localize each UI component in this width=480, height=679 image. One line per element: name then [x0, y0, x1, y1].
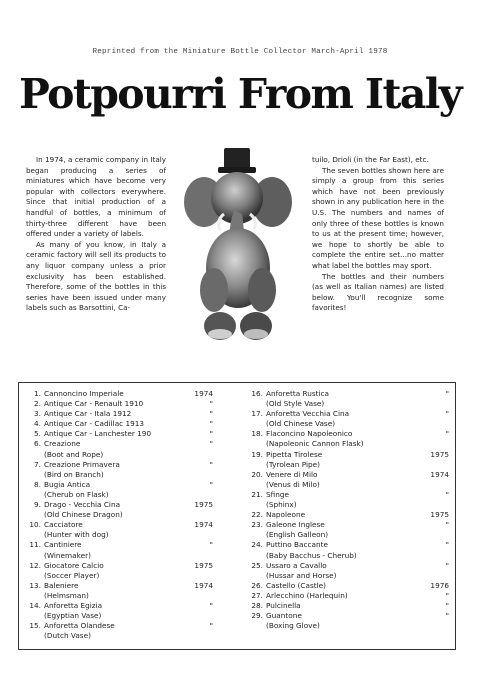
item-year: "	[445, 520, 449, 530]
item-number: 2.	[34, 399, 41, 409]
item-year: "	[209, 459, 213, 469]
item-name: Anforetta Vecchia Cina	[266, 409, 350, 419]
item-number: 8.	[34, 479, 41, 489]
bottle-list-item	[27, 409, 229, 419]
item-name: Cacciatore	[44, 520, 83, 530]
bottle-list-item	[249, 591, 449, 601]
item-translation: (Cherub on Flask)	[44, 489, 109, 499]
item-translation: (Hunter with dog)	[44, 530, 109, 540]
item-year: "	[445, 560, 449, 570]
item-number: 7.	[34, 459, 41, 469]
item-number: 26.	[251, 580, 263, 590]
item-year: "	[209, 621, 213, 631]
item-translation: (Egyptian Vase)	[44, 611, 102, 621]
bottle-list-item	[27, 581, 229, 601]
item-number: 25.	[251, 560, 263, 570]
reprint-note: Reprinted from the Miniature Bottle Collector March-April 1978	[92, 48, 388, 56]
bottle-list-item	[249, 561, 449, 581]
item-number: 9.	[34, 500, 41, 510]
item-number: 12.	[29, 560, 41, 570]
item-name: Bugia Antica	[44, 479, 91, 489]
bottle-list-item	[27, 429, 229, 439]
item-year: "	[209, 479, 213, 489]
item-number: 23.	[251, 520, 263, 530]
item-name: Antique Car - Renault 1910	[44, 399, 144, 409]
item-number: 28.	[251, 600, 263, 610]
item-name: Anforetta Egizia	[44, 600, 103, 610]
item-number: 27.	[251, 590, 263, 600]
article-paragraph: The bottles and their numbers (as well as Italian names) are listed below. You'll recognize some favorites!	[312, 271, 444, 313]
bottle-list-item	[249, 540, 449, 560]
item-year: "	[209, 409, 213, 419]
item-number: 6.	[34, 439, 41, 449]
bottle-list-item	[249, 409, 449, 429]
bottle-list-item	[27, 561, 229, 581]
item-name: Flaconcino Napoleonico	[266, 429, 353, 439]
item-year: "	[445, 389, 449, 398]
bottle-list-item	[249, 510, 449, 520]
bottle-list-box	[18, 382, 456, 650]
bottle-list-item	[27, 540, 229, 560]
item-translation: (Tyrolean Pipe)	[266, 459, 320, 469]
bottle-list-item	[249, 581, 449, 591]
item-name: Antique Car - Itala 1912	[44, 409, 132, 419]
item-number: 18.	[251, 429, 263, 439]
item-year: 1975	[194, 560, 213, 570]
item-number: 22.	[251, 510, 263, 520]
item-name: Galeone Inglese	[266, 520, 325, 530]
bottle-list-item	[27, 399, 229, 409]
item-translation: (Old Chinese Dragon)	[44, 510, 123, 520]
article-paragraph: In 1974, a ceramic company in Italy began producing a series of miniatures which have become very popular with collectors everywhere. Since that initial production of a handful of bottles, a minimum of thirty-three different have been offered under a variety of labels.	[26, 155, 166, 239]
bottle-list-left	[27, 389, 229, 641]
item-year: "	[209, 439, 213, 449]
item-name: Creazione Primavera	[44, 459, 120, 469]
item-name: Antique Car - Lanchester 190	[44, 429, 152, 439]
item-name: Ussaro a Cavallo	[266, 560, 327, 570]
item-translation: (Old Chinese Vase)	[266, 419, 336, 429]
item-number: 19.	[251, 449, 263, 459]
item-year: "	[445, 409, 449, 419]
item-year: "	[445, 540, 449, 550]
item-number: 16.	[251, 389, 263, 398]
item-name: Arlecchino (Harlequin)	[266, 590, 348, 600]
item-translation: (Boxing Glove)	[266, 621, 320, 631]
bottle-list-item	[249, 611, 449, 631]
item-translation: (Baby Bacchus - Cherub)	[266, 550, 357, 560]
article-paragraph: As many of you know, in Italy a ceramic factory will sell its products to any liquor company unless a prior exclusivity has been established. Therefore, some of the bottles in this series have been issued under many labels such as Barsottini, Ca-	[26, 239, 166, 313]
item-name: Castello (Castle)	[266, 580, 326, 590]
bottle-list-item	[27, 439, 229, 459]
item-year: "	[209, 429, 213, 439]
item-name: Pipetta Tirolese	[266, 449, 323, 459]
item-name: Pulcinella	[266, 600, 301, 610]
item-translation: (Dutch Vase)	[44, 631, 91, 641]
bottle-list-item	[249, 470, 449, 490]
item-translation: (Soccer Player)	[44, 570, 100, 580]
item-year: 1975	[194, 500, 213, 510]
item-number: 14.	[29, 600, 41, 610]
item-name: Cantiniere	[44, 540, 82, 550]
item-translation: (Winemaker)	[44, 550, 91, 560]
item-translation: (Boot and Rope)	[44, 449, 104, 459]
item-year: "	[445, 590, 449, 600]
item-year: "	[445, 600, 449, 610]
item-name: Anforetta Rustica	[266, 389, 330, 398]
item-number: 24.	[251, 540, 263, 550]
item-year: 1974	[194, 580, 213, 590]
item-year: 1974	[430, 469, 449, 479]
bottle-list-item	[27, 419, 229, 429]
item-number: 4.	[34, 419, 41, 429]
bottle-list-item	[249, 490, 449, 510]
bottle-list-item	[249, 429, 449, 449]
item-number: 20.	[251, 469, 263, 479]
item-year: "	[209, 600, 213, 610]
item-number: 1.	[34, 389, 41, 398]
item-translation: (Old Style Vase)	[266, 399, 325, 409]
item-year: "	[445, 611, 449, 621]
item-name: Anforetta Olandese	[44, 621, 115, 631]
item-name: Antique Car - Cadillac 1913	[44, 419, 145, 429]
bottle-list-item	[249, 520, 449, 540]
item-name: Giocatore Calcio	[44, 560, 104, 570]
item-number: 15.	[29, 621, 41, 631]
item-year: 1975	[430, 510, 449, 520]
item-year: "	[209, 399, 213, 409]
item-number: 10.	[29, 520, 41, 530]
item-year: "	[445, 489, 449, 499]
item-number: 5.	[34, 429, 41, 439]
item-year: 1976	[430, 580, 449, 590]
item-name: Baleniere	[44, 580, 79, 590]
bottle-list-item	[27, 389, 229, 399]
item-translation: (Venus di Milo)	[266, 479, 320, 489]
bottle-list-item	[249, 450, 449, 470]
article-left-column	[26, 155, 166, 314]
item-name: Sfinge	[266, 489, 289, 499]
item-year: "	[209, 419, 213, 429]
bottle-list-item	[27, 621, 229, 641]
item-year: 1974	[194, 389, 213, 398]
item-name: Cannoncino Imperiale	[44, 389, 124, 398]
article-title: Potpourri From Italy	[19, 70, 461, 118]
item-number: 21.	[251, 489, 263, 499]
item-name: Drago - Vecchia Cina	[44, 500, 121, 510]
item-name: Creazione	[44, 439, 81, 449]
bottle-list-item	[27, 601, 229, 621]
item-translation: (Sphinx)	[266, 500, 297, 510]
bottle-list-item	[27, 480, 229, 500]
item-name: Guantone	[266, 611, 302, 621]
bottle-list-right	[249, 389, 449, 631]
item-number: 29.	[251, 611, 263, 621]
item-name: Venere di Milo	[266, 469, 318, 479]
bottle-list-item	[27, 500, 229, 520]
item-translation: (Bird on Branch)	[44, 469, 104, 479]
bottle-list-item	[27, 520, 229, 540]
item-name: Puttino Baccante	[266, 540, 329, 550]
item-translation: (Hussar and Horse)	[266, 570, 337, 580]
item-translation: (Helmsman)	[44, 590, 89, 600]
item-number: 3.	[34, 409, 41, 419]
item-translation: (Napoleonic Cannon Flask)	[266, 439, 364, 449]
item-year: "	[445, 429, 449, 439]
bottle-list-item	[27, 460, 229, 480]
article-paragraph: tuilo, Drioli (in the Far East), etc.	[312, 155, 429, 164]
item-year: 1975	[430, 449, 449, 459]
bottle-list-item	[249, 389, 449, 409]
item-year: "	[209, 540, 213, 550]
elephant-bottle-photo	[176, 140, 300, 362]
item-number: 17.	[251, 409, 263, 419]
article-right-column	[312, 155, 444, 314]
bottle-list-item	[249, 601, 449, 611]
article-paragraph: The seven bottles shown here are simply a group from this series which have not been previously shown in any publication here in the U.S. The numbers and names of only three of these bottles is known to us at the present time; however, we hope to shortly be able to complete the entire set...no matter what label the bottles may sport.	[312, 165, 444, 270]
item-year: 1974	[194, 520, 213, 530]
item-number: 11.	[29, 540, 41, 550]
item-translation: (English Galleon)	[266, 530, 329, 540]
item-number: 13.	[29, 580, 41, 590]
item-name: Napoleone	[266, 510, 306, 520]
